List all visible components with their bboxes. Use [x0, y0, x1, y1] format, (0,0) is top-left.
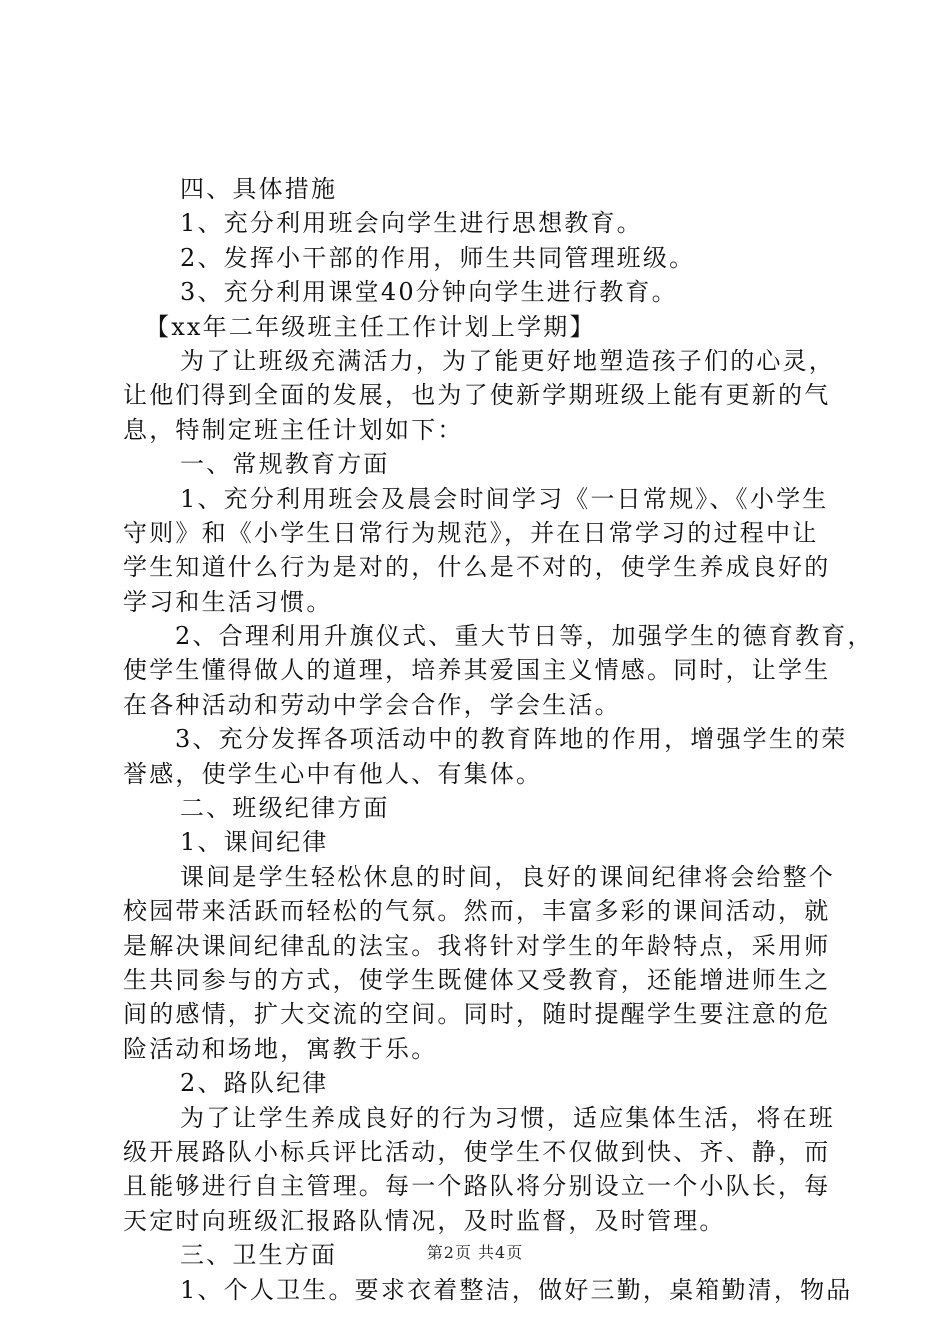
text-line: 生共同参与的方式，使学生既健体又受教育，还能增进师生之: [123, 965, 831, 994]
text-line: 3、充分发挥各项活动中的教育阵地的作用，增强学生的荣: [175, 725, 848, 754]
text-line: 校园带来活跃而轻松的气氛。然而，丰富多彩的课间活动，就: [123, 897, 831, 926]
document-body: [123, 172, 874, 1307]
text-line: 在各种活动和劳动中学会合作，学会生活。: [123, 690, 621, 719]
text-line: 3、充分利用课堂40分钟向学生进行教育。: [180, 278, 678, 307]
text-line: 为了让班级充满活力，为了能更好地塑造孩子们的心灵，: [180, 346, 835, 375]
text-line: 【xx年二年级班主任工作计划上学期】: [145, 312, 596, 341]
text-line: 间的感情，扩大交流的空间。同时，随时提醒学生要注意的危: [123, 1000, 831, 1029]
text-line: 誉感，使学生心中有他人、有集体。: [123, 759, 543, 788]
text-line: 为了让学生养成良好的行为习惯，适应集体生活，将在班: [180, 1103, 835, 1132]
text-line: 守则》和《小学生日常行为规范》，并在日常学习的过程中让: [123, 518, 819, 547]
text-line: 让他们得到全面的发展，也为了使新学期班级上能有更新的气: [123, 381, 831, 410]
text-line: 是解决课间纪律乱的法宝。我将针对学生的年龄特点，采用师: [123, 931, 831, 960]
text-line: 一、常规教育方面: [180, 450, 390, 479]
page-footer: 第2页 共4页: [426, 1243, 524, 1262]
text-line: 1、充分利用班会及晨会时间学习《一日常规》、《小学生: [180, 484, 829, 513]
text-line: 1、课间纪律: [180, 828, 329, 857]
text-line: 课间是学生轻松休息的时间，良好的课间纪律将会给整个: [180, 862, 835, 891]
text-line: 且能够进行自主管理。每一个路队将分别设立一个小队长，每: [123, 1172, 831, 1201]
text-line: 1、个人卫生。要求衣着整洁，做好三勤，桌箱勤清，物品: [180, 1275, 853, 1304]
text-line: 险活动和场地，寓教于乐。: [123, 1034, 438, 1063]
text-line: 天定时向班级汇报路队情况，及时监督，及时管理。: [123, 1206, 726, 1235]
text-line: 学习和生活习惯。: [123, 587, 333, 616]
text-line: 二、班级纪律方面: [180, 794, 390, 823]
text-line: 学生知道什么行为是对的，什么是不对的，使学生养成良好的: [123, 553, 831, 582]
text-line: 2、路队纪律: [180, 1069, 329, 1098]
text-line: 2、合理利用升旗仪式、重大节日等，加强学生的德育教育，: [175, 622, 874, 651]
text-line: 息，特制定班主任计划如下：: [123, 415, 464, 444]
text-line: 2、发挥小干部的作用，师生共同管理班级。: [180, 243, 696, 272]
text-line: 三、卫生方面: [180, 1241, 338, 1270]
text-line: 级开展路队小标兵评比活动，使学生不仅做到快、齐、静，而: [123, 1137, 831, 1166]
text-line: 1、充分利用班会向学生进行思想教育。: [180, 209, 643, 238]
text-line: 使学生懂得做人的道理，培养其爱国主义情感。同时，让学生: [123, 656, 831, 685]
text-line: 四、具体措施: [180, 175, 338, 203]
